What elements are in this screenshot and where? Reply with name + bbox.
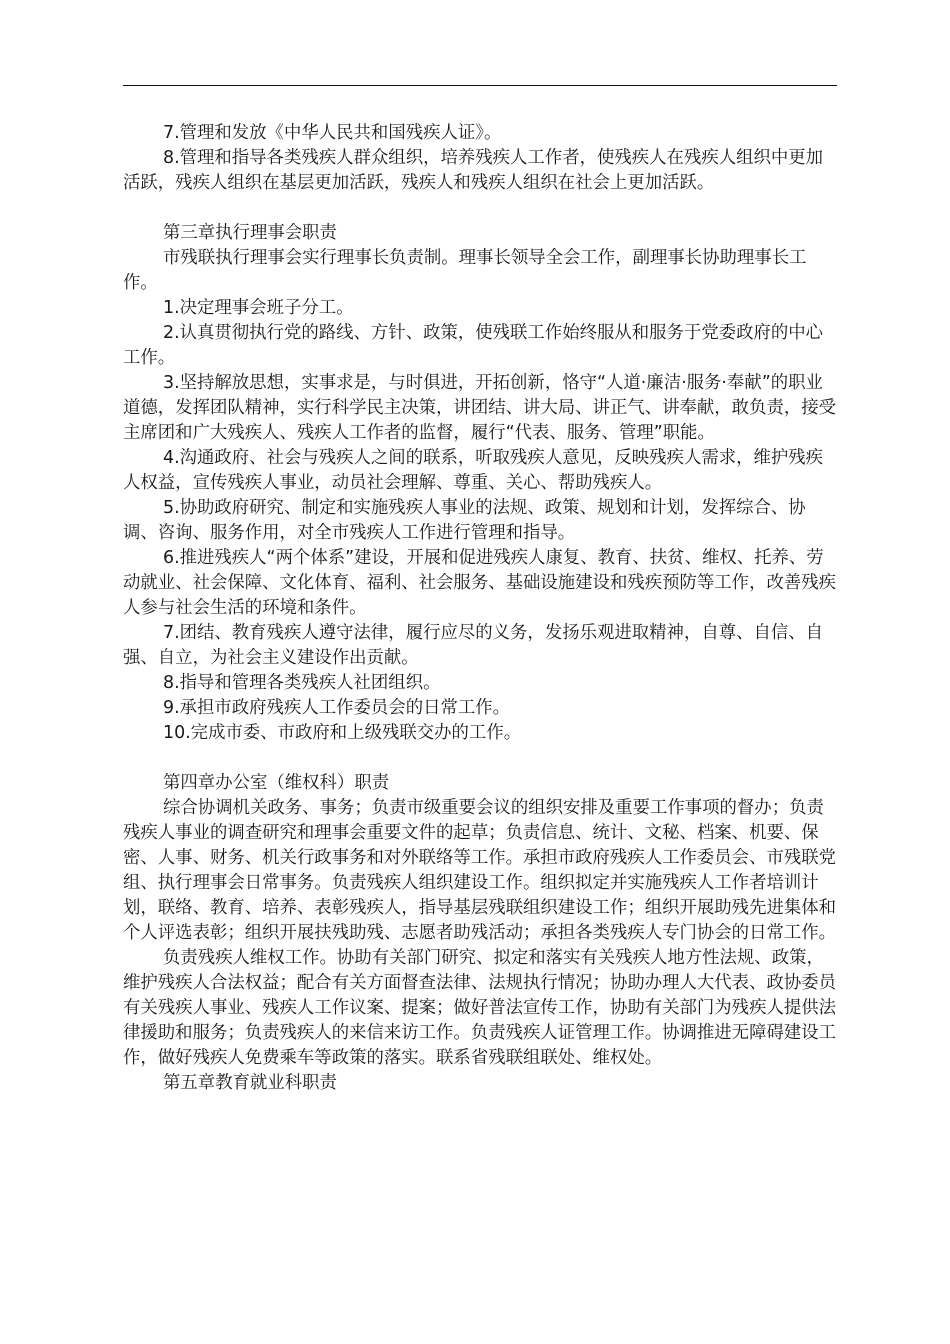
- chapter-3-item-9: 9.承担市政府残疾人工作委员会的日常工作。: [163, 698, 511, 718]
- chapter-3-item-1: 1.决定理事会班子分工。: [163, 298, 354, 318]
- chapter-3-intro: 市残联执行理事会实行理事长负责制。理事长领导全会工作，副理事长协助理事长工作。: [123, 248, 807, 293]
- paragraph-item-8-organizations: 8.管理和指导各类残疾人群众组织，培养残疾人工作者，使残疾人在残疾人组织中更加活跃，残疾人组织在基层更加活跃，残疾人和残疾人组织在社会上更加活跃。: [123, 148, 824, 193]
- paragraph-spacer: [123, 746, 839, 771]
- chapter-3-item-8: 8.指导和管理各类残疾人社团组织。: [163, 673, 441, 693]
- paragraph-item-7-id-card: 7.管理和发放《中华人民共和国残疾人证》。: [163, 123, 502, 143]
- header-rule: [123, 85, 837, 86]
- chapter-4-paragraph-1: 综合协调机关政务、事务；负责市级重要会议的组织安排及重要工作事项的督办；负责残疾人事业的调查研究和理事会重要文件的起草；负责信息、统计、文秘、档案、机要、保密、人事、财务、机关行政事务和对外联络等工作。承担市政府残疾人工作委员会、市残联党组、执行理事会日常事务。负责残疾人组织建设工作。组织拟定并实施残疾人工作者培训计划，联络、教育、培养、表彰残疾人，指导基层残联组织建设工作；组织开展助残先进集体和个人评选表彰；组织开展扶残助残、志愿者助残活动；承担各类残疾人专门协会的日常工作。: [123, 798, 837, 943]
- chapter-3-item-3: 3.坚持解放思想，实事求是，与时俱进，开拓创新，恪守“人道·廉洁·服务·奉献”的职业道德，发挥团队精神，实行科学民主决策，讲团结、讲大局、讲正气、讲奉献，敢负责，接受主席团和广大残疾人、残疾人工作者的监督，履行“代表、服务、管理”职能。: [123, 373, 837, 443]
- chapter-4-heading: 第四章办公室（维权科）职责: [163, 773, 390, 793]
- chapter-3-item-6: 6.推进残疾人“两个体系”建设，开展和促进残疾人康复、教育、扶贫、维权、托养、劳动就业、社会保障、文化体育、福利、社会服务、基础设施建设和残疾预防等工作，改善残疾人参与社会生活的环境和条件。: [123, 548, 837, 618]
- paragraph-spacer: [123, 196, 839, 221]
- chapter-5-heading: 第五章教育就业科职责: [163, 1073, 337, 1093]
- chapter-4-paragraph-2: 负责残疾人维权工作。协助有关部门研究、拟定和落实有关残疾人地方性法规、政策，维护残疾人合法权益；配合有关方面督查法律、法规执行情况；协助办理人大代表、政协委员有关残疾人事业、残疾人工作议案、提案；做好普法宣传工作，协助有关部门为残疾人提供法律援助和服务；负责残疾人的来信来访工作。负责残疾人证管理工作。协调推进无障碍建设工作，做好残疾人免费乘车等政策的落实。联系省残联组联处、维权处。: [123, 948, 837, 1068]
- chapter-3-item-7: 7.团结、教育残疾人遵守法律，履行应尽的义务，发扬乐观进取精神，自尊、自信、自强、自立，为社会主义建设作出贡献。: [123, 623, 824, 668]
- chapter-3-heading: 第三章执行理事会职责: [163, 223, 337, 243]
- chapter-3-item-5: 5.协助政府研究、制定和实施残疾人事业的法规、政策、规划和计划，发挥综合、协调、咨询、服务作用，对全市残疾人工作进行管理和指导。: [123, 498, 806, 543]
- chapter-3-item-2: 2.认真贯彻执行党的路线、方针、政策，使残联工作始终服从和服务于党委政府的中心工作。: [123, 323, 824, 368]
- chapter-3-item-4: 4.沟通政府、社会与残疾人之间的联系，听取残疾人意见，反映残疾人需求，维护残疾人权益，宣传残疾人事业，动员社会理解、尊重、关心、帮助残疾人。: [123, 448, 824, 493]
- chapter-3-item-10: 10.完成市委、市政府和上级残联交办的工作。: [163, 723, 522, 743]
- document-body: [123, 121, 839, 1096]
